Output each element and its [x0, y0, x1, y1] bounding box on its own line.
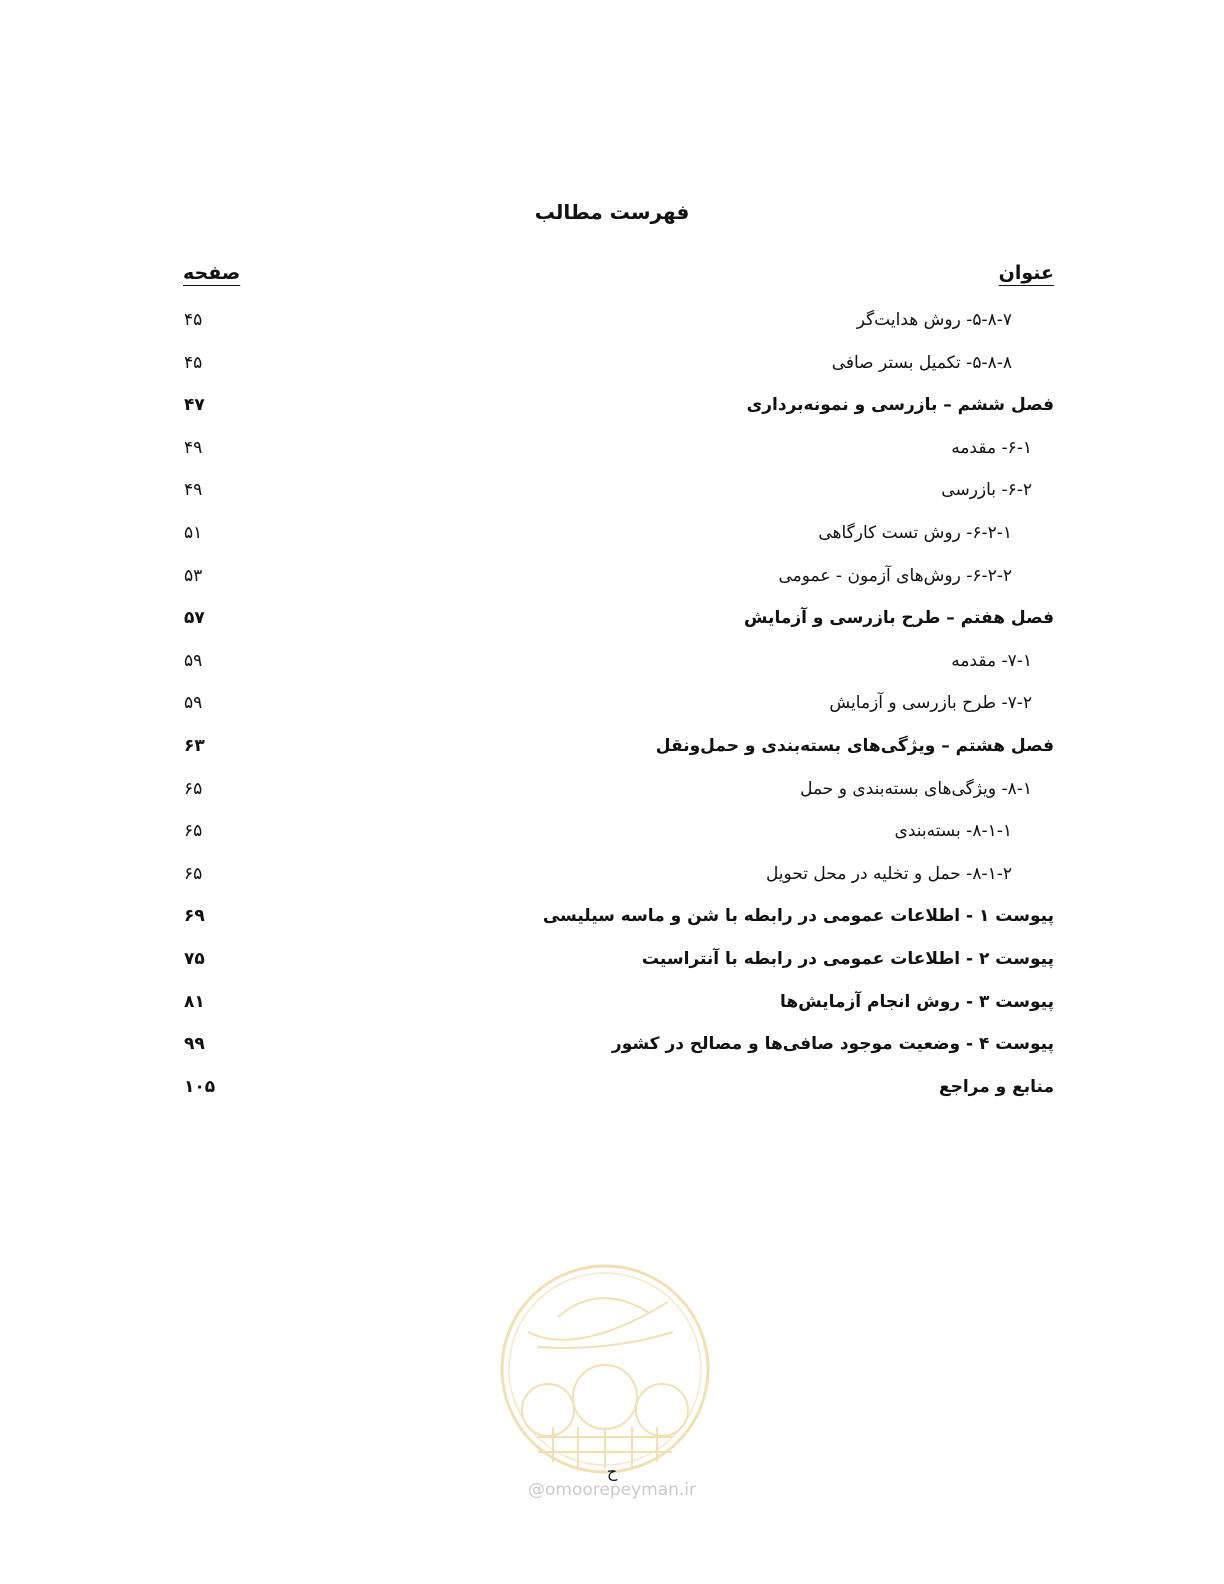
toc-row	[170, 555, 1054, 598]
toc-row	[170, 725, 1054, 768]
watermark-site-url: omoorepeyman.ir	[544, 1480, 697, 1500]
toc-entry-page: ۶۵	[184, 821, 203, 842]
toc-entry-title: پیوست ۳ - روش انجام آزمایش‌ها	[780, 991, 1054, 1012]
toc-entry-page: ۵۹	[184, 693, 203, 714]
toc-entry-page: ۵۳	[184, 565, 203, 586]
toc-entry-title: ۸-۱-۱- بسته‌بندی	[894, 821, 1012, 842]
toc-entry-page: ۸۱	[184, 991, 205, 1012]
toc-entry-title: پیوست ۲ - اطلاعات عمومی در رابطه با آنتراسیت	[641, 948, 1054, 969]
toc-entry-title: ۶-۲- بازرسی	[941, 480, 1032, 501]
toc-entry-title: منابع و مراجع	[938, 1076, 1054, 1097]
toc-row	[170, 810, 1054, 853]
toc-entry-page: ۱۰۵	[184, 1076, 216, 1097]
table-of-contents	[170, 299, 1054, 1108]
page-title: فهرست مطالب	[534, 200, 690, 224]
toc-entry-title: ۶-۲-۱- روش تست کارگاهی	[818, 522, 1012, 543]
toc-row	[170, 1023, 1054, 1066]
toc-row	[170, 682, 1054, 725]
toc-row	[170, 469, 1054, 512]
toc-row	[170, 427, 1054, 470]
watermark-site-text: @omoorepeyman.ir	[527, 1480, 697, 1500]
toc-row	[170, 853, 1054, 896]
toc-row	[170, 768, 1054, 811]
toc-entry-title: ۶-۲-۲- روش‌های آزمون - عمومی	[778, 565, 1012, 586]
toc-entry-page: ۹۹	[184, 1034, 205, 1055]
toc-entry-title: ۸-۱-۲- حمل و تخلیه در محل تحویل	[765, 863, 1012, 884]
toc-entry-page: ۴۹	[184, 437, 203, 458]
toc-row	[170, 981, 1054, 1024]
toc-entry-page: ۶۵	[184, 778, 203, 799]
toc-row	[170, 512, 1054, 555]
toc-entry-page: ۴۵	[184, 310, 203, 330]
toc-entry-page: ۴۵	[184, 352, 203, 373]
toc-entry-title: ۵-۸-۷- روش هدایت‌گر	[856, 310, 1012, 330]
column-header-page: صفحه	[183, 262, 241, 284]
toc-entry-page: ۶۵	[184, 863, 203, 884]
page-number-letter: ح	[606, 1462, 618, 1481]
toc-row	[170, 938, 1054, 981]
toc-row	[170, 342, 1054, 385]
toc-entry-title: ۷-۲- طرح بازرسی و آزمایش	[829, 693, 1032, 714]
toc-row	[170, 384, 1054, 427]
toc-entry-title: پیوست ۴ - وضعیت موجود صافی‌ها و مصالح در کشور	[611, 1034, 1054, 1055]
toc-entry-page: ۴۹	[184, 480, 203, 501]
toc-row	[170, 1066, 1054, 1109]
toc-entry-page: ۷۵	[184, 948, 205, 969]
toc-entry-title: فصل هفتم – طرح بازرسی و آزمایش	[744, 608, 1054, 629]
column-header-title: عنوان	[998, 262, 1054, 284]
toc-entry-title: پیوست ۱ - اطلاعات عمومی در رابطه با شن و ماسه سیلیسی	[542, 906, 1054, 927]
toc-entry-page: ۵۹	[184, 650, 203, 671]
toc-entry-page: ۴۷	[184, 395, 205, 416]
toc-row	[170, 640, 1054, 683]
toc-entry-title: ۶-۱- مقدمه	[951, 437, 1032, 458]
toc-entry-title: ۵-۸-۸- تکمیل بستر صافی	[831, 352, 1012, 373]
toc-entry-page: ۵۷	[184, 608, 205, 629]
toc-entry-title: ۸-۱- ویژگی‌های بسته‌بندی و حمل	[800, 778, 1032, 799]
toc-row	[170, 597, 1054, 640]
watermark-logo-icon	[498, 1262, 712, 1476]
toc-entry-title: ۷-۱- مقدمه	[951, 650, 1032, 671]
toc-row	[170, 895, 1054, 938]
toc-entry-title: فصل هشتم – ویژگی‌های بسته‌بندی و حمل‌ونقل	[655, 735, 1054, 756]
toc-entry-page: ۶۹	[184, 906, 205, 927]
toc-entry-page: ۶۳	[184, 735, 205, 756]
toc-entry-title: فصل ششم – بازرسی و نمونه‌برداری	[746, 395, 1054, 416]
toc-entry-page: ۵۱	[184, 522, 203, 543]
toc-row	[170, 299, 1054, 342]
